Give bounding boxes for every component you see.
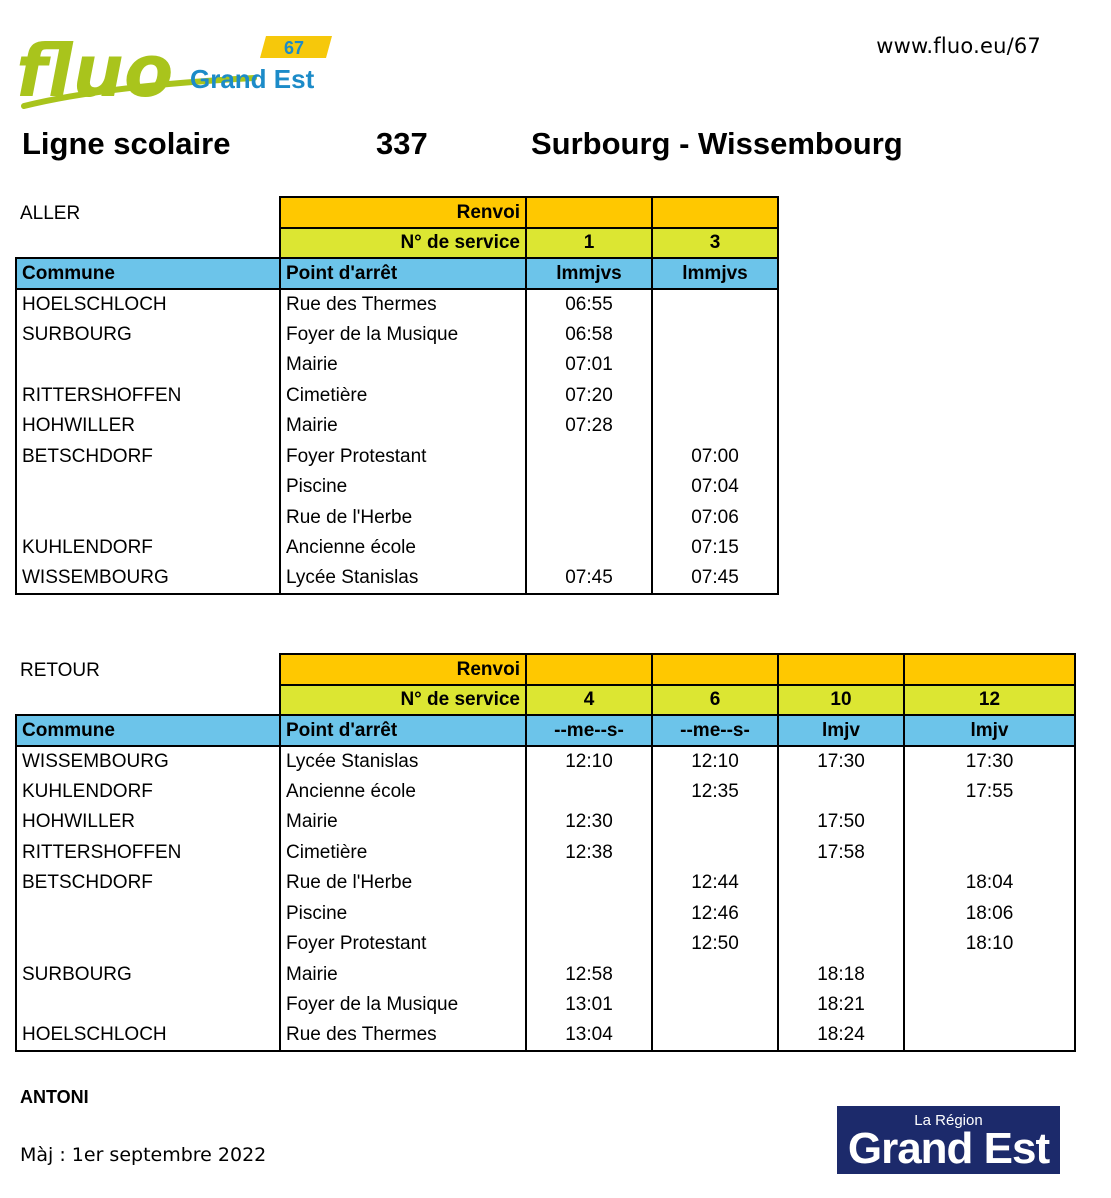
commune-cell: WISSEMBOURG [16, 563, 280, 594]
stop-cell: Foyer de la Musique [280, 990, 526, 1021]
time-cell [526, 472, 652, 503]
time-cell [778, 898, 904, 929]
time-cell: 06:58 [526, 319, 652, 350]
time-cell [526, 898, 652, 929]
stop-cell: Piscine [280, 898, 526, 929]
time-cell [778, 776, 904, 807]
time-cell: 07:06 [652, 502, 778, 533]
commune-cell: BETSCHDORF [16, 868, 280, 899]
time-cell [904, 837, 1075, 868]
commune-cell: RITTERSHOFFEN [16, 380, 280, 411]
table-row [16, 533, 778, 564]
time-cell: 13:01 [526, 990, 652, 1021]
time-cell: 18:21 [778, 990, 904, 1021]
stop-cell: Cimetière [280, 380, 526, 411]
time-cell: 07:45 [526, 563, 652, 594]
commune-cell: KUHLENDORF [16, 533, 280, 564]
renvoi-label: Renvoi [280, 197, 526, 228]
time-cell: 07:20 [526, 380, 652, 411]
time-cell [526, 441, 652, 472]
commune-cell [16, 472, 280, 503]
time-cell: 12:30 [526, 807, 652, 838]
time-cell: 12:10 [652, 746, 778, 777]
time-cell [526, 868, 652, 899]
time-cell [652, 350, 778, 381]
table-row [16, 1020, 1075, 1051]
service-days: lmjv [904, 715, 1075, 746]
time-cell [904, 959, 1075, 990]
aller-timetable [15, 196, 779, 595]
time-cell [652, 380, 778, 411]
line-type: Ligne scolaire [22, 126, 231, 161]
commune-cell: SURBOURG [16, 319, 280, 350]
commune-cell: HOHWILLER [16, 807, 280, 838]
region-grand-est-logo [837, 1106, 1060, 1174]
time-cell: 12:10 [526, 746, 652, 777]
stop-cell: Rue de l'Herbe [280, 868, 526, 899]
time-cell: 07:45 [652, 563, 778, 594]
commune-header: Commune [16, 258, 280, 289]
time-cell [526, 929, 652, 960]
service-days: --me--s- [652, 715, 778, 746]
commune-cell [16, 990, 280, 1021]
time-cell: 18:18 [778, 959, 904, 990]
stop-cell: Rue de l'Herbe [280, 502, 526, 533]
region-logo-line2: Grand Est [847, 1124, 1050, 1173]
commune-cell: HOHWILLER [16, 411, 280, 442]
time-cell: 12:38 [526, 837, 652, 868]
time-cell: 13:04 [526, 1020, 652, 1051]
table-row [16, 868, 1075, 899]
time-cell [652, 959, 778, 990]
time-cell: 07:01 [526, 350, 652, 381]
table-row [16, 929, 1075, 960]
stop-cell: Ancienne école [280, 533, 526, 564]
stop-cell: Lycée Stanislas [280, 746, 526, 777]
renvoi-row [16, 197, 778, 228]
table-row [16, 959, 1075, 990]
logo-badge: 67 [284, 38, 305, 58]
fluo-logo [14, 26, 334, 112]
commune-cell [16, 502, 280, 533]
table-row [16, 411, 778, 442]
commune-cell: HOELSCHLOCH [16, 1020, 280, 1051]
time-cell: 12:50 [652, 929, 778, 960]
time-cell: 18:10 [904, 929, 1075, 960]
retour-rows [16, 746, 1075, 1051]
time-cell: 07:15 [652, 533, 778, 564]
time-cell: 12:44 [652, 868, 778, 899]
operator-name: ANTONI [20, 1087, 89, 1107]
point-header: Point d'arrêt [280, 258, 526, 289]
commune-cell [16, 898, 280, 929]
stop-cell: Mairie [280, 350, 526, 381]
time-cell: 18:06 [904, 898, 1075, 929]
service-days: lmmjvs [526, 258, 652, 289]
point-header: Point d'arrêt [280, 715, 526, 746]
renvoi-row [16, 654, 1075, 685]
stop-cell: Mairie [280, 411, 526, 442]
time-cell [652, 1020, 778, 1051]
logo-word: fluo [16, 29, 174, 112]
commune-cell: KUHLENDORF [16, 776, 280, 807]
time-cell [778, 929, 904, 960]
time-cell: 17:58 [778, 837, 904, 868]
line-route: Surbourg - Wissembourg [531, 126, 903, 161]
table-row [16, 289, 778, 320]
commune-cell: HOELSCHLOCH [16, 289, 280, 320]
service-number: 10 [778, 685, 904, 716]
stop-cell: Cimetière [280, 837, 526, 868]
time-cell [526, 776, 652, 807]
table-row [16, 746, 1075, 777]
commune-cell: RITTERSHOFFEN [16, 837, 280, 868]
service-days: lmjv [778, 715, 904, 746]
stop-cell: Mairie [280, 959, 526, 990]
time-cell: 12:35 [652, 776, 778, 807]
stop-cell: Rue des Thermes [280, 1020, 526, 1051]
stop-cell: Lycée Stanislas [280, 563, 526, 594]
commune-cell: WISSEMBOURG [16, 746, 280, 777]
time-cell [904, 990, 1075, 1021]
table-row [16, 898, 1075, 929]
retour-timetable [15, 653, 1076, 1052]
stop-cell: Ancienne école [280, 776, 526, 807]
aller-rows [16, 289, 778, 594]
time-cell [526, 502, 652, 533]
website-url: www.fluo.eu/67 [876, 34, 1041, 58]
time-cell: 18:04 [904, 868, 1075, 899]
commune-header: Commune [16, 715, 280, 746]
time-cell: 17:30 [904, 746, 1075, 777]
service-days: --me--s- [526, 715, 652, 746]
stop-cell: Foyer Protestant [280, 929, 526, 960]
time-cell [652, 289, 778, 320]
stop-cell: Foyer de la Musique [280, 319, 526, 350]
table-row [16, 350, 778, 381]
retour-label: RETOUR [20, 660, 100, 681]
time-cell: 12:58 [526, 959, 652, 990]
time-cell [652, 807, 778, 838]
service-number: 3 [652, 228, 778, 259]
aller-label: ALLER [20, 203, 81, 224]
time-cell: 06:55 [526, 289, 652, 320]
time-cell: 17:55 [904, 776, 1075, 807]
time-cell [778, 868, 904, 899]
service-number: 1 [526, 228, 652, 259]
logo-sub: Grand Est [190, 64, 315, 94]
service-row [16, 685, 1075, 716]
table-row [16, 472, 778, 503]
region-logo-line1: La Région [914, 1112, 983, 1129]
time-cell: 18:24 [778, 1020, 904, 1051]
table-row [16, 990, 1075, 1021]
service-number: 4 [526, 685, 652, 716]
time-cell: 12:46 [652, 898, 778, 929]
commune-cell: BETSCHDORF [16, 441, 280, 472]
service-number: 6 [652, 685, 778, 716]
time-cell [652, 837, 778, 868]
time-cell [652, 319, 778, 350]
table-row [16, 563, 778, 594]
time-cell: 07:04 [652, 472, 778, 503]
table-row [16, 502, 778, 533]
time-cell: 07:28 [526, 411, 652, 442]
table-row [16, 319, 778, 350]
stop-cell: Mairie [280, 807, 526, 838]
stop-cell: Rue des Thermes [280, 289, 526, 320]
update-date: Màj : 1er septembre 2022 [20, 1144, 267, 1166]
service-row [16, 228, 778, 259]
stop-cell: Foyer Protestant [280, 441, 526, 472]
time-cell [904, 807, 1075, 838]
renvoi-label: Renvoi [280, 654, 526, 685]
time-cell [652, 990, 778, 1021]
stop-cell: Piscine [280, 472, 526, 503]
service-label: N° de service [280, 228, 526, 259]
commune-cell: SURBOURG [16, 959, 280, 990]
commune-cell [16, 350, 280, 381]
service-label: N° de service [280, 685, 526, 716]
table-row [16, 837, 1075, 868]
column-header-row [16, 258, 778, 289]
column-header-row [16, 715, 1075, 746]
table-row [16, 380, 778, 411]
table-row [16, 776, 1075, 807]
time-cell: 17:30 [778, 746, 904, 777]
time-cell [652, 411, 778, 442]
line-number: 337 [376, 126, 428, 161]
commune-cell [16, 929, 280, 960]
time-cell [526, 533, 652, 564]
time-cell: 07:00 [652, 441, 778, 472]
service-number: 12 [904, 685, 1075, 716]
table-row [16, 441, 778, 472]
time-cell: 17:50 [778, 807, 904, 838]
time-cell [904, 1020, 1075, 1051]
service-days: lmmjvs [652, 258, 778, 289]
table-row [16, 807, 1075, 838]
